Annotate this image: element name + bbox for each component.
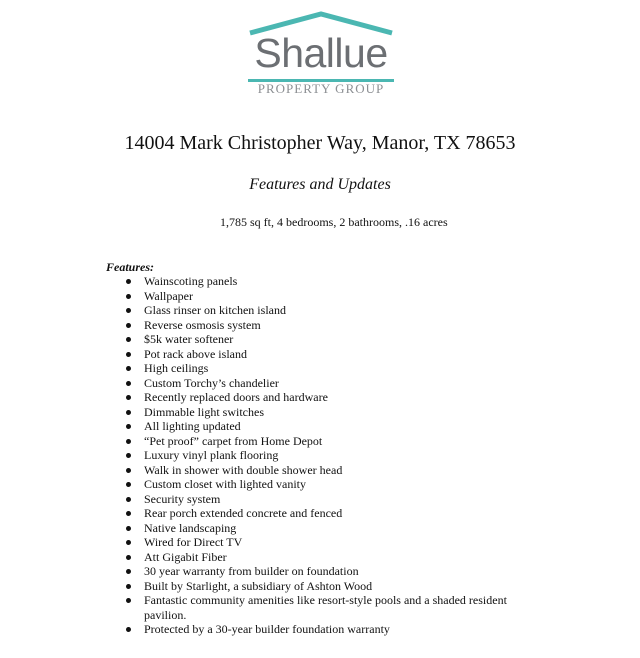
feature-item — [120, 361, 540, 376]
feature-text: 30 year warranty from builder on foundation — [144, 564, 359, 578]
feature-text: Native landscaping — [144, 520, 237, 535]
bullet-icon — [126, 526, 131, 531]
feature-text: Pot rack above island — [144, 346, 247, 361]
feature-item — [120, 448, 540, 463]
feature-text: Reverse osmosis system — [144, 317, 261, 332]
feature-item — [120, 477, 540, 492]
feature-item — [120, 332, 540, 347]
bullet-icon — [126, 279, 131, 284]
bullet-icon — [126, 352, 131, 357]
feature-text: All lighting updated — [144, 419, 241, 433]
bullet-icon — [126, 453, 131, 458]
feature-item — [120, 492, 540, 507]
logo-tagline: PROPERTY GROUP — [257, 81, 385, 96]
feature-text: Dimmable light switches — [144, 404, 264, 419]
bullet-icon — [126, 337, 131, 342]
feature-text: Fantastic community amenities like resort-style pools and a shaded resident pavilion. — [144, 593, 507, 622]
bullet-icon — [126, 294, 131, 299]
bullet-icon — [126, 511, 131, 516]
feature-item — [120, 564, 540, 579]
feature-item — [120, 274, 540, 289]
feature-text: High ceilings — [144, 361, 209, 375]
feature-item — [120, 579, 540, 594]
bullet-icon — [126, 424, 131, 429]
feature-item — [120, 405, 540, 420]
feature-text: Wired for Direct TV — [144, 535, 243, 549]
feature-text: $5k water softener — [144, 332, 234, 346]
feature-item — [120, 506, 540, 521]
feature-text: Custom Torchy’s chandelier — [144, 375, 279, 390]
feature-text: Rear porch extended concrete and fenced — [144, 506, 343, 520]
feature-text: Security system — [144, 491, 221, 506]
feature-item — [120, 593, 540, 622]
bullet-icon — [126, 540, 131, 545]
bullet-icon — [126, 323, 131, 328]
bullet-icon — [126, 468, 131, 473]
property-stats: 1,785 sq ft, 4 bedrooms, 2 bathrooms, .16 acres — [220, 215, 448, 229]
bullet-icon — [126, 555, 131, 560]
feature-item — [120, 303, 540, 318]
bullet-icon — [126, 439, 131, 444]
feature-item — [120, 347, 540, 362]
feature-item — [120, 463, 540, 478]
feature-item — [120, 318, 540, 333]
bullet-icon — [126, 410, 131, 415]
feature-item — [120, 390, 540, 405]
feature-item — [120, 434, 540, 449]
feature-item — [120, 521, 540, 536]
bullet-icon — [126, 381, 131, 386]
features-list — [120, 274, 540, 637]
document-subtitle: Features and Updates — [249, 176, 391, 193]
feature-item — [120, 535, 540, 550]
feature-item — [120, 419, 540, 434]
feature-text: Custom closet with lighted vanity — [144, 477, 306, 491]
feature-item — [120, 622, 540, 637]
bullet-icon — [126, 308, 131, 313]
bullet-icon — [126, 482, 131, 487]
bullet-icon — [126, 627, 131, 632]
feature-text: Wainscoting panels — [144, 274, 238, 288]
feature-text: Luxury vinyl plank flooring — [144, 448, 279, 462]
feature-text: “Pet proof” carpet from Home Depot — [144, 433, 323, 448]
bullet-icon — [126, 569, 131, 574]
property-address: 14004 Mark Christopher Way, Manor, TX 78653 — [124, 132, 516, 154]
feature-text: Recently replaced doors and hardware — [144, 390, 328, 404]
bullet-icon — [126, 366, 131, 371]
bullet-icon — [126, 584, 131, 589]
feature-item — [120, 376, 540, 391]
feature-item — [120, 550, 540, 565]
feature-text: Att Gigabit Fiber — [144, 549, 227, 564]
feature-item — [120, 289, 540, 304]
feature-text: Protected by a 30-year builder foundation warranty — [144, 622, 390, 636]
bullet-icon — [126, 395, 131, 400]
bullet-icon — [126, 598, 131, 603]
company-logo — [248, 10, 394, 96]
feature-text: Built by Starlight, a subsidiary of Ashton Wood — [144, 578, 373, 593]
logo-wordmark: Shallue — [254, 30, 388, 76]
feature-text: Glass rinser on kitchen island — [144, 303, 286, 317]
feature-text: Wallpaper — [144, 288, 194, 303]
features-heading: Features: — [106, 260, 154, 274]
feature-text: Walk in shower with double shower head — [144, 462, 343, 477]
bullet-icon — [126, 497, 131, 502]
